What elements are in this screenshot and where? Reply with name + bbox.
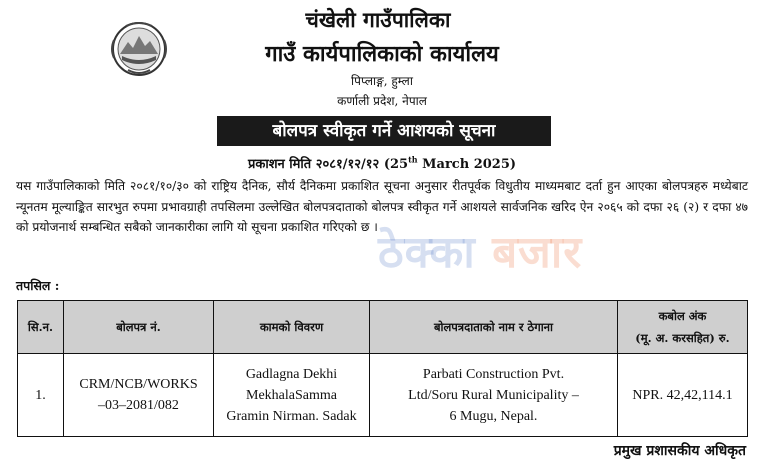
address-line-1: पिप्लाङ्ग, हुम्ला	[351, 74, 413, 88]
col-bidder: बोलपत्रदाताको नाम र ठेगाना	[370, 301, 618, 354]
publication-date-np: २०८१/१२/१२	[315, 157, 380, 172]
bidder-line-3: 6 Mugu, Nepal.	[449, 408, 538, 424]
signatory: प्रमुख प्रशासकीय अधिकृत	[613, 443, 746, 459]
work-line-3: Gramin Nirman. Sadak	[226, 408, 357, 424]
publication-date	[0, 154, 764, 172]
cell-sn: 1.	[18, 354, 64, 437]
publication-date-en-close: March 2025)	[422, 157, 517, 172]
schedule-label: तपसिल :	[16, 278, 60, 293]
col-amount-line-2: (मू. अ. करसहित) रु.	[635, 331, 730, 345]
bidder-line-1: Parbati Construction Pvt.	[422, 366, 565, 382]
table-header-row	[18, 301, 748, 354]
publication-date-en-sup: th	[408, 154, 418, 165]
cell-work	[214, 354, 370, 437]
address-line-2: कर्णाली प्रदेश, नेपाल	[337, 94, 427, 108]
municipality-name: चंखेली गाउँपालिका	[305, 7, 451, 32]
office-name: गाउँ कार्यपालिकाको कार्यालय	[265, 41, 499, 67]
table-row	[18, 354, 748, 437]
work-line-1: Gadlagna Dekhi	[245, 366, 338, 382]
watermark-part-1: ठेक्का	[378, 227, 476, 278]
col-work: कामको विवरण	[214, 301, 370, 354]
publication-label: प्रकाशन मिति	[247, 157, 312, 172]
col-amount-line-1: कबोल अंक	[658, 309, 707, 323]
bid-table	[17, 300, 748, 437]
bid-no-line-2: –03–2081/082	[98, 398, 179, 413]
col-sn: सि.न.	[18, 301, 64, 354]
cell-bid-no	[64, 354, 214, 437]
bid-no-line-1: CRM/NCB/WORKS	[79, 377, 198, 392]
watermark-part-2: बजार	[492, 227, 583, 278]
col-amount	[618, 301, 748, 354]
notice-title: बोलपत्र स्वीकृत गर्ने आशयको सूचना	[217, 116, 551, 146]
cell-amount: NPR. 42,42,114.1	[618, 354, 748, 437]
publication-date-en-open: (25	[383, 157, 409, 172]
work-line-2: MekhalaSamma	[246, 387, 337, 403]
notice-body: यस गाउँपालिकाको मिति २०८१/१०/३० को राष्ट्रिय दैनिक, सौर्य दैनिकमा प्रकाशित सूचना अनुसार रीतपूर्वक विधुतीय माध्यमबाट दर्ता हुन आएका बोलपत्रहरु मध्येबाट न्यूनतम मूल्याङ्कित सारभुत रुपमा प्रभावग्राही तपसिलमा उल्लेखित बोलपत्रदाताको बोलपत्र स्वीकृत गर्ने आशयले सार्वजनिक खरिद ऐन २०६५ को दफा २६ (२) र दफा ४७ को प्रयोजनार्थ सम्बन्धित सबैको जानकारीका लागि यो सूचना प्रकाशित गरिएको छ ।	[16, 179, 748, 234]
col-bid-no: बोलपत्र नं.	[64, 301, 214, 354]
cell-bidder	[370, 354, 618, 437]
bidder-line-2: Ltd/Soru Rural Municipality –	[408, 387, 579, 403]
